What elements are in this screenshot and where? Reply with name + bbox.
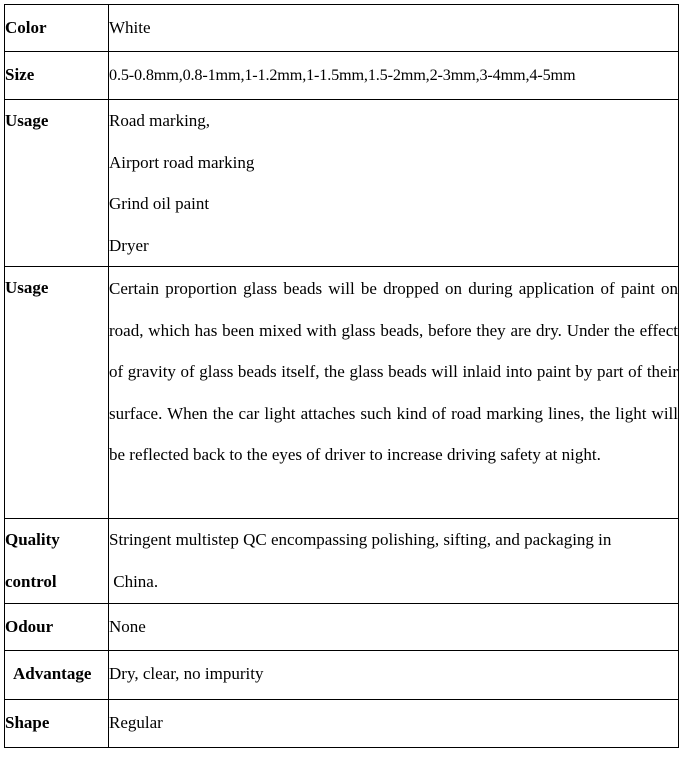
product-spec-table — [4, 4, 679, 748]
row-label-quality-control — [5, 519, 109, 604]
table-row-usage-list — [5, 100, 679, 267]
row-label-advantage: Advantage — [5, 651, 109, 700]
row-label-shape: Shape — [5, 700, 109, 748]
table-row-quality-control — [5, 519, 679, 604]
row-value-usage-list — [109, 100, 679, 267]
row-value-quality-control — [109, 519, 679, 604]
row-label-usage: Usage — [5, 100, 109, 267]
usage-item: Road marking, — [109, 111, 211, 130]
row-value-odour: None — [109, 604, 679, 651]
table-row-odour — [5, 604, 679, 651]
row-label-size: Size — [5, 52, 109, 100]
label-line: Quality — [5, 530, 60, 549]
table-row-shape — [5, 700, 679, 748]
table-row-advantage — [5, 651, 679, 700]
value-line: Stringent multistep QC encompassing polishing, sifting, and packaging in — [109, 530, 612, 549]
row-value-shape: Regular — [109, 700, 679, 748]
row-value-advantage: Dry, clear, no impurity — [109, 651, 679, 700]
table-row-usage-description — [5, 267, 679, 519]
table-row-size — [5, 52, 679, 100]
usage-item: Dryer — [109, 235, 149, 255]
label-line: control — [5, 572, 57, 591]
usage-description-text: Certain proportion glass beads will be dropped on during application of paint on road, which has been mixed with glass beads, before they are dry. Under the effect of gravity of glass beads itself, the glass beads will inlaid into paint by part of their surface. When the car light attaches such kind of road marking lines, the light will be reflected back to the eyes of driver to increase driving safety at night. — [109, 279, 678, 465]
usage-item: Airport road marking — [109, 152, 255, 172]
row-label-usage-description: Usage — [5, 267, 109, 519]
row-value-usage-description — [109, 267, 679, 519]
table-row-color — [5, 5, 679, 52]
row-value-color: White — [109, 5, 679, 52]
row-label-color: Color — [5, 5, 109, 52]
row-label-odour: Odour — [5, 604, 109, 651]
value-line: China. — [109, 572, 159, 591]
usage-item: Grind oil paint — [109, 194, 210, 213]
row-value-size: 0.5-0.8mm,0.8-1mm,1-1.2mm,1-1.5mm,1.5-2mm,2-3mm,3-4mm,4-5mm — [109, 52, 679, 100]
